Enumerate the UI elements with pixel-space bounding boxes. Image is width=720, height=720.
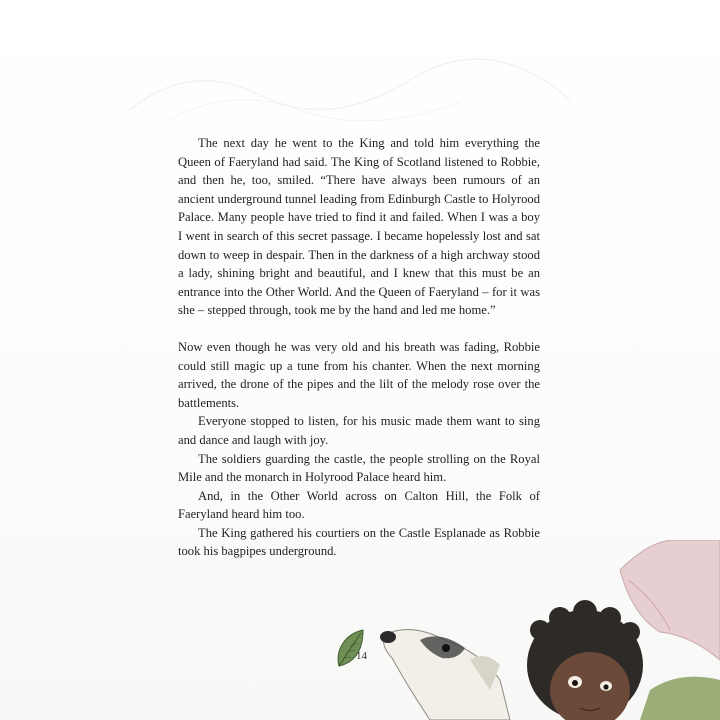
story-paragraph: The soldiers guarding the castle, the people strolling on the Royal Mile and the monarch in Holyrood Palace heard him. bbox=[178, 451, 540, 485]
story-paragraph: Now even though he was very old and his breath was fading, Robbie could still magic up a tune from his chanter. When the next morning arrived, the drone of the pipes and the lilt of the melody rose over the battlements. bbox=[178, 339, 540, 410]
faint-background-sketch bbox=[110, 40, 610, 130]
illustration-dog-and-child bbox=[370, 540, 720, 720]
page-number: 14 bbox=[356, 650, 367, 662]
story-text bbox=[178, 134, 540, 561]
story-paragraph: The King gathered his courtiers on the Castle Esplanade as Robbie took his bagpipes underground. bbox=[178, 525, 540, 559]
story-paragraph: The next day he went to the King and told him everything the Queen of Faeryland had said. The King of Scotland listened to Robbie, and then he, too, smiled. “There have always been rumours of an ancient underground tunnel leading from Edinburgh Castle to Holyrood Palace. Many people have tried to find it and failed. When I was a boy I went in search of this secret passage. I became hopelessly lost and sat down to weep in despair. Then in the darkness of a high archway stood a lady, shining bright and beautiful, and I knew that this must be an entrance into the Other World. And the Queen of Faeryland – for it was she – stepped through, took me by the hand and led me home.” bbox=[178, 136, 540, 318]
story-paragraph: And, in the Other World across on Calton Hill, the Folk of Faeryland heard him too. bbox=[178, 488, 540, 522]
story-paragraph: Everyone stopped to listen, for his music made them want to sing and dance and laugh with joy. bbox=[178, 414, 540, 447]
